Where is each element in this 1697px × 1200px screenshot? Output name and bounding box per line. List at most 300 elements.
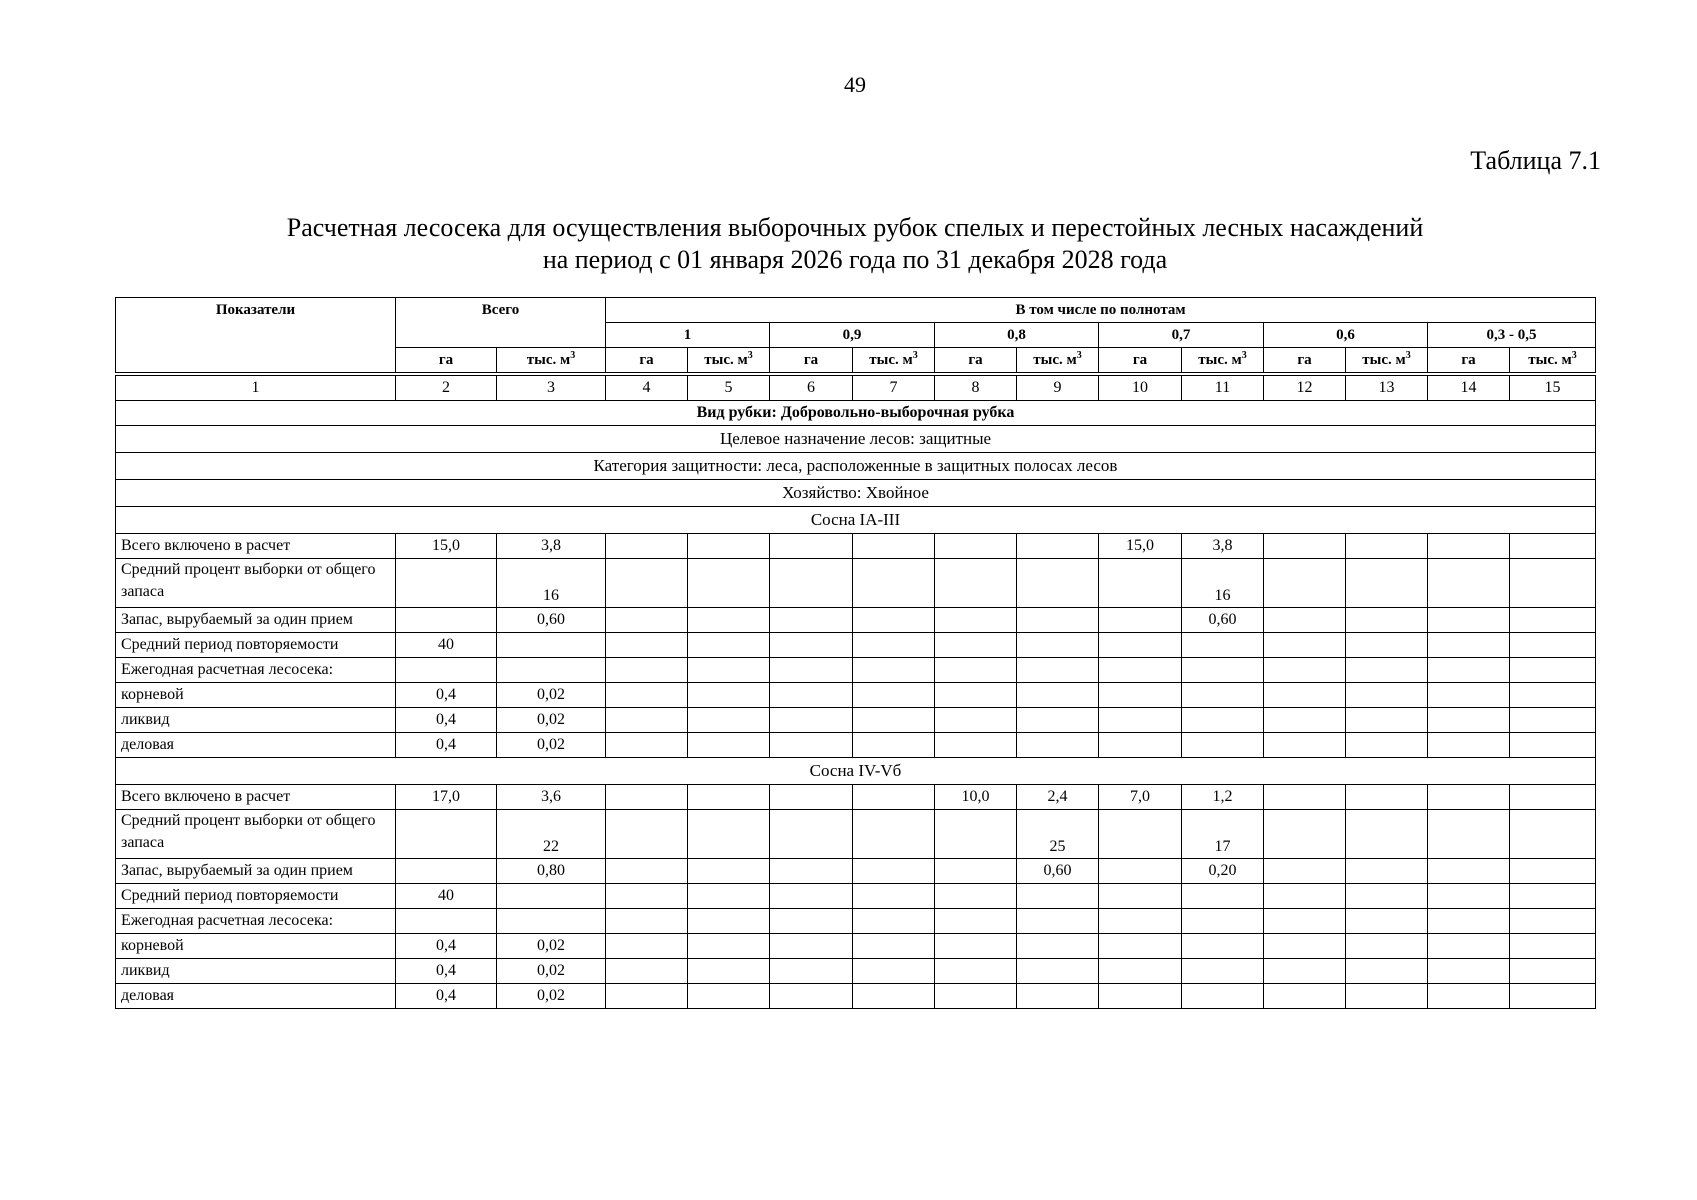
row-label: деловая bbox=[116, 733, 396, 758]
table-cell bbox=[1264, 633, 1346, 658]
table-row bbox=[116, 984, 1596, 1009]
table-cell bbox=[770, 934, 853, 959]
column-number: 8 bbox=[935, 376, 1017, 401]
table-cell bbox=[1264, 608, 1346, 633]
table-cell bbox=[1510, 785, 1596, 810]
table-cell bbox=[1264, 884, 1346, 909]
table-cell bbox=[688, 785, 770, 810]
row-label: корневой bbox=[116, 683, 396, 708]
table-cell bbox=[1264, 785, 1346, 810]
table-row bbox=[116, 785, 1596, 810]
header-density: 0,8 bbox=[935, 323, 1099, 348]
table-cell bbox=[1264, 810, 1346, 859]
table-cell bbox=[853, 534, 935, 559]
table-cell: 0,4 bbox=[396, 733, 497, 758]
header-total: Всего bbox=[396, 298, 606, 348]
table-cell bbox=[853, 608, 935, 633]
table-cell bbox=[1182, 633, 1264, 658]
row-label: деловая bbox=[116, 984, 396, 1009]
table-cell bbox=[1428, 608, 1510, 633]
unit-volume-text: тыс. м bbox=[1362, 352, 1406, 368]
table-cell bbox=[935, 633, 1017, 658]
table-cell bbox=[935, 959, 1017, 984]
farm-row bbox=[116, 480, 1596, 507]
table-row bbox=[116, 608, 1596, 633]
table-cell bbox=[935, 608, 1017, 633]
table-cell bbox=[770, 810, 853, 859]
table-cell bbox=[853, 959, 935, 984]
table-cell bbox=[770, 534, 853, 559]
table-cell: 10,0 bbox=[935, 785, 1017, 810]
forest-purpose-row bbox=[116, 426, 1596, 453]
column-number: 13 bbox=[1346, 376, 1428, 401]
table-cell: 22 bbox=[497, 810, 606, 859]
table-cell bbox=[1099, 959, 1182, 984]
table-cell bbox=[1017, 708, 1099, 733]
table-cell bbox=[606, 934, 688, 959]
table-cell bbox=[1099, 708, 1182, 733]
row-label: Ежегодная расчетная лесосека: bbox=[116, 658, 396, 683]
table-cell bbox=[770, 859, 853, 884]
unit-ha: га bbox=[770, 348, 853, 373]
column-number: 3 bbox=[497, 376, 606, 401]
table-cell bbox=[1510, 859, 1596, 884]
table-cell: 17 bbox=[1182, 810, 1264, 859]
table-cell: 15,0 bbox=[396, 534, 497, 559]
table-cell bbox=[1264, 683, 1346, 708]
column-number: 15 bbox=[1510, 376, 1596, 401]
unit-ha: га bbox=[1264, 348, 1346, 373]
table-cell bbox=[688, 959, 770, 984]
table-cell bbox=[606, 884, 688, 909]
header-density: 0,7 bbox=[1099, 323, 1264, 348]
table-cell bbox=[1017, 658, 1099, 683]
table-cell bbox=[396, 608, 497, 633]
table-cell bbox=[1428, 959, 1510, 984]
species-group-title-row bbox=[116, 507, 1596, 534]
table-cell bbox=[1510, 559, 1596, 608]
row-label: ликвид bbox=[116, 708, 396, 733]
table-cell bbox=[1510, 934, 1596, 959]
row-label: Запас, вырубаемый за один прием bbox=[116, 608, 396, 633]
unit-volume-sup: 3 bbox=[912, 350, 918, 361]
table-cell: 0,02 bbox=[497, 934, 606, 959]
table-cell bbox=[770, 559, 853, 608]
species-group-title-row bbox=[116, 758, 1596, 785]
table-cell bbox=[497, 633, 606, 658]
table-cell bbox=[1510, 909, 1596, 934]
table-cell bbox=[770, 909, 853, 934]
table-cell bbox=[1510, 733, 1596, 758]
table-cell bbox=[606, 959, 688, 984]
unit-ha: га bbox=[1428, 348, 1510, 373]
table-cell bbox=[935, 934, 1017, 959]
unit-ha: га bbox=[606, 348, 688, 373]
table-cell bbox=[1099, 633, 1182, 658]
table-cell bbox=[1346, 534, 1428, 559]
table-cell: 40 bbox=[396, 884, 497, 909]
page-number: 49 bbox=[844, 72, 866, 97]
table-cell bbox=[1182, 658, 1264, 683]
unit-volume-text: тыс. м bbox=[869, 352, 913, 368]
column-number: 1 bbox=[116, 376, 396, 401]
table-cell bbox=[688, 859, 770, 884]
table-cell: 0,60 bbox=[1017, 859, 1099, 884]
table-cell bbox=[935, 658, 1017, 683]
table-cell bbox=[1099, 909, 1182, 934]
table-cell bbox=[606, 534, 688, 559]
table-cell bbox=[606, 633, 688, 658]
table-cell bbox=[853, 633, 935, 658]
table-cell bbox=[606, 859, 688, 884]
table-cell: 0,4 bbox=[396, 984, 497, 1009]
table-cell: 15,0 bbox=[1099, 534, 1182, 559]
table-cell bbox=[1346, 708, 1428, 733]
unit-volume-text: тыс. м bbox=[526, 352, 571, 368]
table-cell bbox=[1182, 984, 1264, 1009]
table-cell bbox=[853, 733, 935, 758]
unit-volume-sup: 3 bbox=[570, 350, 576, 361]
species-group-title: Сосна IV-Vб bbox=[116, 758, 1596, 785]
table-cell bbox=[853, 785, 935, 810]
table-cell: 16 bbox=[1182, 559, 1264, 608]
table-cell: 0,02 bbox=[497, 733, 606, 758]
unit-volume bbox=[1182, 348, 1264, 373]
table-row bbox=[116, 959, 1596, 984]
table-cell bbox=[688, 633, 770, 658]
table-cell bbox=[1099, 810, 1182, 859]
row-label: Средний процент выборки от общего запаса bbox=[116, 559, 396, 608]
table-cell bbox=[770, 959, 853, 984]
header-density: 1 bbox=[606, 323, 770, 348]
table-cell bbox=[1428, 708, 1510, 733]
table-cell bbox=[1099, 608, 1182, 633]
table-cell bbox=[1264, 658, 1346, 683]
table-cell bbox=[1346, 859, 1428, 884]
unit-ha: га bbox=[396, 348, 497, 373]
table-cell bbox=[1017, 534, 1099, 559]
table-cell bbox=[1017, 733, 1099, 758]
table-row bbox=[116, 934, 1596, 959]
unit-volume-text: тыс. м bbox=[1528, 352, 1572, 368]
table-cell bbox=[688, 984, 770, 1009]
table-cell: 0,02 bbox=[497, 708, 606, 733]
table-cell: 1,2 bbox=[1182, 785, 1264, 810]
table-cell bbox=[1510, 884, 1596, 909]
table-cell: 0,80 bbox=[497, 859, 606, 884]
table-cell bbox=[1017, 608, 1099, 633]
table-cell bbox=[1510, 633, 1596, 658]
unit-ha: га bbox=[1099, 348, 1182, 373]
table-cell bbox=[1182, 909, 1264, 934]
table-cell: 0,4 bbox=[396, 959, 497, 984]
table-cell bbox=[1428, 534, 1510, 559]
table-cell bbox=[396, 658, 497, 683]
unit-volume-sup: 3 bbox=[1571, 350, 1577, 361]
table-cell bbox=[770, 733, 853, 758]
table-cell bbox=[1264, 534, 1346, 559]
document-title bbox=[0, 212, 1697, 276]
table-cell bbox=[1510, 984, 1596, 1009]
row-label: Всего включено в расчет bbox=[116, 785, 396, 810]
table-cell bbox=[935, 683, 1017, 708]
table-cell bbox=[497, 909, 606, 934]
table-cell bbox=[1264, 559, 1346, 608]
table-cell bbox=[606, 733, 688, 758]
table-cell bbox=[853, 810, 935, 859]
table-cell bbox=[1428, 859, 1510, 884]
table-cell bbox=[1264, 859, 1346, 884]
table-cell bbox=[1346, 785, 1428, 810]
title-line-2: на период с 01 января 2026 года по 31 декабря 2028 года bbox=[542, 245, 1168, 274]
table-cell bbox=[1428, 934, 1510, 959]
table-row bbox=[116, 683, 1596, 708]
table-cell bbox=[1510, 658, 1596, 683]
row-label: Средний период повторяемости bbox=[116, 884, 396, 909]
table-cell bbox=[1264, 909, 1346, 934]
table-cell bbox=[606, 658, 688, 683]
unit-volume bbox=[1017, 348, 1099, 373]
table-cell bbox=[1017, 959, 1099, 984]
table-cell bbox=[1099, 884, 1182, 909]
table-cell bbox=[688, 608, 770, 633]
column-number: 12 bbox=[1264, 376, 1346, 401]
table-cell bbox=[853, 984, 935, 1009]
unit-ha: га bbox=[935, 348, 1017, 373]
row-label: корневой bbox=[116, 934, 396, 959]
table-cell bbox=[770, 785, 853, 810]
table-cell: 2,4 bbox=[1017, 785, 1099, 810]
header-density: 0,6 bbox=[1264, 323, 1428, 348]
table-cell bbox=[1346, 559, 1428, 608]
table-cell: 3,8 bbox=[497, 534, 606, 559]
table-cell bbox=[688, 683, 770, 708]
table-cell: 0,4 bbox=[396, 708, 497, 733]
table-cell bbox=[1346, 884, 1428, 909]
table-cell bbox=[935, 708, 1017, 733]
table-cell bbox=[688, 810, 770, 859]
table-row bbox=[116, 909, 1596, 934]
table-cell bbox=[1017, 633, 1099, 658]
table-cell bbox=[853, 708, 935, 733]
table-cell bbox=[1346, 810, 1428, 859]
table-cell bbox=[935, 559, 1017, 608]
table-cell: 0,02 bbox=[497, 683, 606, 708]
table-cell bbox=[770, 608, 853, 633]
table-cell bbox=[1182, 959, 1264, 984]
row-label: Запас, вырубаемый за один прием bbox=[116, 859, 396, 884]
table-cell bbox=[606, 785, 688, 810]
column-number: 10 bbox=[1099, 376, 1182, 401]
table-cell bbox=[1099, 934, 1182, 959]
table-cell bbox=[853, 934, 935, 959]
table-cell bbox=[1510, 534, 1596, 559]
table-cell bbox=[688, 909, 770, 934]
row-label: Ежегодная расчетная лесосека: bbox=[116, 909, 396, 934]
table-row bbox=[116, 733, 1596, 758]
table-label: Таблица 7.1 bbox=[1470, 146, 1601, 175]
table-cell bbox=[1017, 984, 1099, 1009]
row-label: Средний период повторяемости bbox=[116, 633, 396, 658]
table-cell bbox=[935, 534, 1017, 559]
table-cell bbox=[1264, 959, 1346, 984]
table-cell: 40 bbox=[396, 633, 497, 658]
unit-volume bbox=[497, 348, 606, 373]
protection-category: Категория защитности: леса, расположенные в защитных полосах лесов bbox=[116, 453, 1596, 480]
table-cell bbox=[935, 810, 1017, 859]
table-cell bbox=[853, 859, 935, 884]
column-number: 7 bbox=[853, 376, 935, 401]
column-number: 11 bbox=[1182, 376, 1264, 401]
table-cell bbox=[1346, 658, 1428, 683]
table-cell bbox=[1099, 683, 1182, 708]
table-cell: 7,0 bbox=[1099, 785, 1182, 810]
column-number: 14 bbox=[1428, 376, 1510, 401]
table-cell bbox=[396, 859, 497, 884]
table-cell bbox=[688, 934, 770, 959]
table-cell bbox=[606, 984, 688, 1009]
table-cell bbox=[935, 859, 1017, 884]
table-cell: 3,6 bbox=[497, 785, 606, 810]
table-cell bbox=[688, 884, 770, 909]
unit-volume-text: тыс. м bbox=[1198, 352, 1242, 368]
table-cell bbox=[1428, 633, 1510, 658]
cutting-type: Вид рубки: Добровольно-выборочная рубка bbox=[116, 401, 1596, 426]
table-cell bbox=[688, 658, 770, 683]
title-line-1: Расчетная лесосека для осуществления выборочных рубок спелых и перестойных лесных насаждений bbox=[286, 213, 1424, 242]
table-cell bbox=[606, 683, 688, 708]
table-cell bbox=[396, 909, 497, 934]
table-cell: 3,8 bbox=[1182, 534, 1264, 559]
table-cell bbox=[1264, 733, 1346, 758]
table-cell: 17,0 bbox=[396, 785, 497, 810]
table-cell bbox=[853, 683, 935, 708]
table-cell bbox=[1346, 633, 1428, 658]
table-cell bbox=[1510, 683, 1596, 708]
column-number: 6 bbox=[770, 376, 853, 401]
table-cell bbox=[1017, 934, 1099, 959]
row-label: ликвид bbox=[116, 959, 396, 984]
table-cell bbox=[1099, 859, 1182, 884]
table-cell: 0,60 bbox=[497, 608, 606, 633]
table-cell bbox=[497, 884, 606, 909]
table-cell bbox=[1510, 959, 1596, 984]
table-cell: 0,4 bbox=[396, 934, 497, 959]
table-cell bbox=[935, 909, 1017, 934]
farm: Хозяйство: Хвойное bbox=[116, 480, 1596, 507]
table-cell bbox=[1428, 810, 1510, 859]
table-cell bbox=[770, 683, 853, 708]
column-number: 2 bbox=[396, 376, 497, 401]
table-row bbox=[116, 884, 1596, 909]
table-cell bbox=[1017, 884, 1099, 909]
table-cell bbox=[770, 984, 853, 1009]
table-cell bbox=[688, 733, 770, 758]
table-cell bbox=[935, 884, 1017, 909]
table-cell bbox=[497, 658, 606, 683]
table-cell bbox=[853, 909, 935, 934]
unit-volume bbox=[853, 348, 935, 373]
table-cell bbox=[1182, 934, 1264, 959]
table-cell: 0,60 bbox=[1182, 608, 1264, 633]
table-cell bbox=[853, 559, 935, 608]
table-cell bbox=[688, 559, 770, 608]
column-number: 9 bbox=[1017, 376, 1099, 401]
table-cell: 0,02 bbox=[497, 959, 606, 984]
unit-volume-sup: 3 bbox=[1076, 350, 1082, 361]
table-cell bbox=[1017, 909, 1099, 934]
column-number: 5 bbox=[688, 376, 770, 401]
table-cell: 0,02 bbox=[497, 984, 606, 1009]
table-cell bbox=[606, 708, 688, 733]
table-cell bbox=[1017, 559, 1099, 608]
table-cell bbox=[770, 658, 853, 683]
table-row bbox=[116, 633, 1596, 658]
table-cell bbox=[1510, 608, 1596, 633]
protection-category-row bbox=[116, 453, 1596, 480]
unit-volume-text: тыс. м bbox=[1033, 352, 1077, 368]
table-cell bbox=[606, 608, 688, 633]
table-row bbox=[116, 534, 1596, 559]
table-cell bbox=[1428, 909, 1510, 934]
table-cell bbox=[688, 534, 770, 559]
forest-purpose: Целевое назначение лесов: защитные bbox=[116, 426, 1596, 453]
table-cell bbox=[396, 810, 497, 859]
table-cell bbox=[1510, 708, 1596, 733]
table-cell bbox=[606, 559, 688, 608]
table-cell bbox=[1182, 708, 1264, 733]
table-cell bbox=[1264, 984, 1346, 1009]
header-density: 0,9 bbox=[770, 323, 935, 348]
table-cell bbox=[606, 810, 688, 859]
table-cell bbox=[1428, 658, 1510, 683]
unit-volume bbox=[688, 348, 770, 373]
table-cell bbox=[935, 733, 1017, 758]
table-cell bbox=[1346, 683, 1428, 708]
unit-volume-sup: 3 bbox=[1405, 350, 1411, 361]
table-row bbox=[116, 708, 1596, 733]
table-cell bbox=[1346, 608, 1428, 633]
row-label: Всего включено в расчет bbox=[116, 534, 396, 559]
table-cell bbox=[1346, 959, 1428, 984]
column-number: 4 bbox=[606, 376, 688, 401]
table-cell bbox=[1182, 683, 1264, 708]
table-cell: 16 bbox=[497, 559, 606, 608]
cutting-type-row bbox=[116, 401, 1596, 426]
table-cell bbox=[1182, 884, 1264, 909]
unit-volume bbox=[1346, 348, 1428, 373]
table-cell bbox=[1099, 733, 1182, 758]
table-cell bbox=[770, 884, 853, 909]
table-cell bbox=[1182, 733, 1264, 758]
table-cell bbox=[1428, 884, 1510, 909]
unit-volume-sup: 3 bbox=[747, 350, 753, 361]
table-row bbox=[116, 859, 1596, 884]
table-cell bbox=[770, 708, 853, 733]
table-cell bbox=[1428, 733, 1510, 758]
table-cell bbox=[1428, 559, 1510, 608]
unit-volume bbox=[1510, 348, 1596, 373]
table-cell bbox=[770, 633, 853, 658]
table-cell bbox=[853, 884, 935, 909]
table-cell bbox=[1099, 658, 1182, 683]
table-cell bbox=[1346, 909, 1428, 934]
species-group-title: Сосна IA-III bbox=[116, 507, 1596, 534]
table-cell bbox=[1346, 934, 1428, 959]
table-cell bbox=[1346, 733, 1428, 758]
unit-volume-sup: 3 bbox=[1241, 350, 1247, 361]
table-cell: 0,4 bbox=[396, 683, 497, 708]
